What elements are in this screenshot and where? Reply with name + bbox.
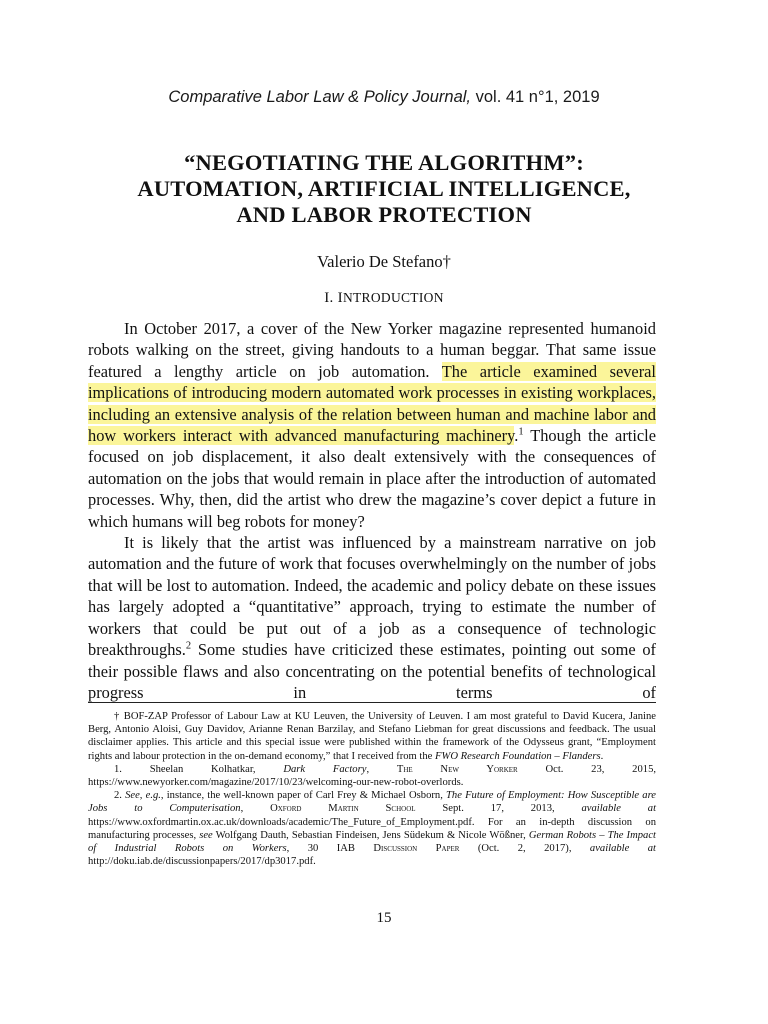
fn2-available-2: available at [589,843,656,855]
p1-period: . [514,426,519,446]
journal-header [0,88,768,107]
fn1-a: 1. Sheelan Kolhatkar, [114,763,284,775]
fn2-g: , 30 IAB [286,843,374,855]
section-title: NTRODUCTION [342,290,444,305]
fn2-e[interactable]: https://www.oxfordmartin.ox.ac.uk/downloads/academic/The_Future_of_Employment.pdf. For an in-depth discussion on manufacturing processes, [88,816,656,841]
fn2-f: Wolfgang Dauth, Sebastian Findeisen, Jens Südekum & Nicole Wößner, [212,829,529,841]
paragraph-2 [88,532,656,703]
section-heading [0,290,768,307]
highlighted-passage: The article examined several implications of introducing modern automated work processes in existing workplaces, including an extensive analysis of the relation between human and machine labor and how workers interact with advanced manufacturing machinery [88,361,656,446]
fn1-c[interactable]: Oct. 23, 2015, https://www.newyorker.com/magazine/2017/10/23/welcoming-our-new-robot-overlords. [88,763,657,789]
fn2-a: 2. [114,790,126,802]
p1-text-b: Though the article focused on job displacement, it also dealt extensively with the consequences of automation on the jobs that would remain in place after the introduction of automated processes. Why, then, did the artist who drew the magazine’s cover depict a future in which humans will beg robots for money? [88,426,656,531]
fn-dagger-italic: FWO Research Foundation – Flanders [435,750,601,762]
fn2-see-2: see [199,829,213,841]
p1-text-a: In October 2017, a cover of the New Yorker magazine represented humanoid robots walking on the street, giving handouts to a human beggar. That same issue featured a lengthy article on job automation. [88,319,656,381]
paragraph-1 [88,318,656,532]
article-title [0,150,768,228]
p2-text-b: Some studies have criticized these estimates, pointing out some of their possible flaws and also concentrating on the potential benefits of technological progress in terms of [88,640,656,702]
footnotes [88,710,656,868]
body-text [88,318,656,703]
p2-text-a: It is likely that the artist was influenced by a mainstream narrative on job automation and the future of work that focuses overwhelmingly on the number of jobs that will be lost to automation. Indeed, the academic and policy debate on these issues has largely adopted a “quantitative” approach, trying to estimate the number of workers that could be put out of a job as a consequence of technologic breakthroughs. [88,533,656,660]
fn2-i[interactable]: http://doku.iab.de/discussionpapers/2017/dp3017.pdf. [88,856,316,868]
fn2-available-1: available at [581,803,657,815]
fn2-italic-1: The Future of Employment: How Susceptible are Jobs to Computerisation [88,790,657,815]
footnote-1 [88,763,656,789]
journal-volume: vol. 41 n°1, 2019 [471,88,600,106]
title-line-2: AUTOMATION, ARTIFICIAL INTELLIGENCE, [137,176,631,201]
title-line-3: AND LABOR PROTECTION [236,202,532,227]
fn1-italic: Dark Factory [283,763,367,775]
fn-dagger-text: † BOF-ZAP Professor of Labour Law at KU Leuven, the University of Leuven. I am most grateful to David Kucera, Janine Berg, Antonio Aloisi, Guy Davidov, Arianne Renan Barzilay, and Stefano Liebman for great discussions and feedback. The usual disclaimer applies. This article and this special issue were published within the framework of the Odysseus grant, “Employment rights and labour protection in the on-demand economy,” that I received from the [88,711,656,762]
footnote-dagger [88,710,656,763]
fn2-c: , [240,803,271,815]
section-initial: I [337,290,343,306]
fn2-smallcaps-1: Oxford Martin School [270,803,416,815]
section-number: I. [324,290,338,306]
fn-dagger-end: . [600,750,604,762]
fn1-smallcaps: The New Yorker [396,763,518,775]
footnote-divider [88,702,656,703]
fn2-d: Sept. 17, 2013, [415,803,582,815]
footnote-2 [88,789,656,868]
fn2-h: (Oct. 2, 2017), [459,843,590,855]
fn1-b: , [366,763,397,775]
fn2-smallcaps-2: Discussion Paper [373,843,460,855]
fn2-see: See, e.g. [125,790,161,802]
footnote-ref-1[interactable]: 1 [518,426,524,438]
author-name: Valerio De Stefano† [317,252,451,271]
journal-name: Comparative Labor Law & Policy Journal, [168,88,472,106]
footnote-ref-2[interactable]: 2 [185,640,192,652]
title-line-1: “NEGOTIATING THE ALGORITHM”: [184,150,584,175]
page-number: 15 [376,910,392,926]
fn2-italic-2: German Robots – The Impact of Industrial Robots on Workers [88,829,656,855]
fn2-b: , instance, the well-known paper of Carl Frey & Michael Osborn, [160,790,447,802]
